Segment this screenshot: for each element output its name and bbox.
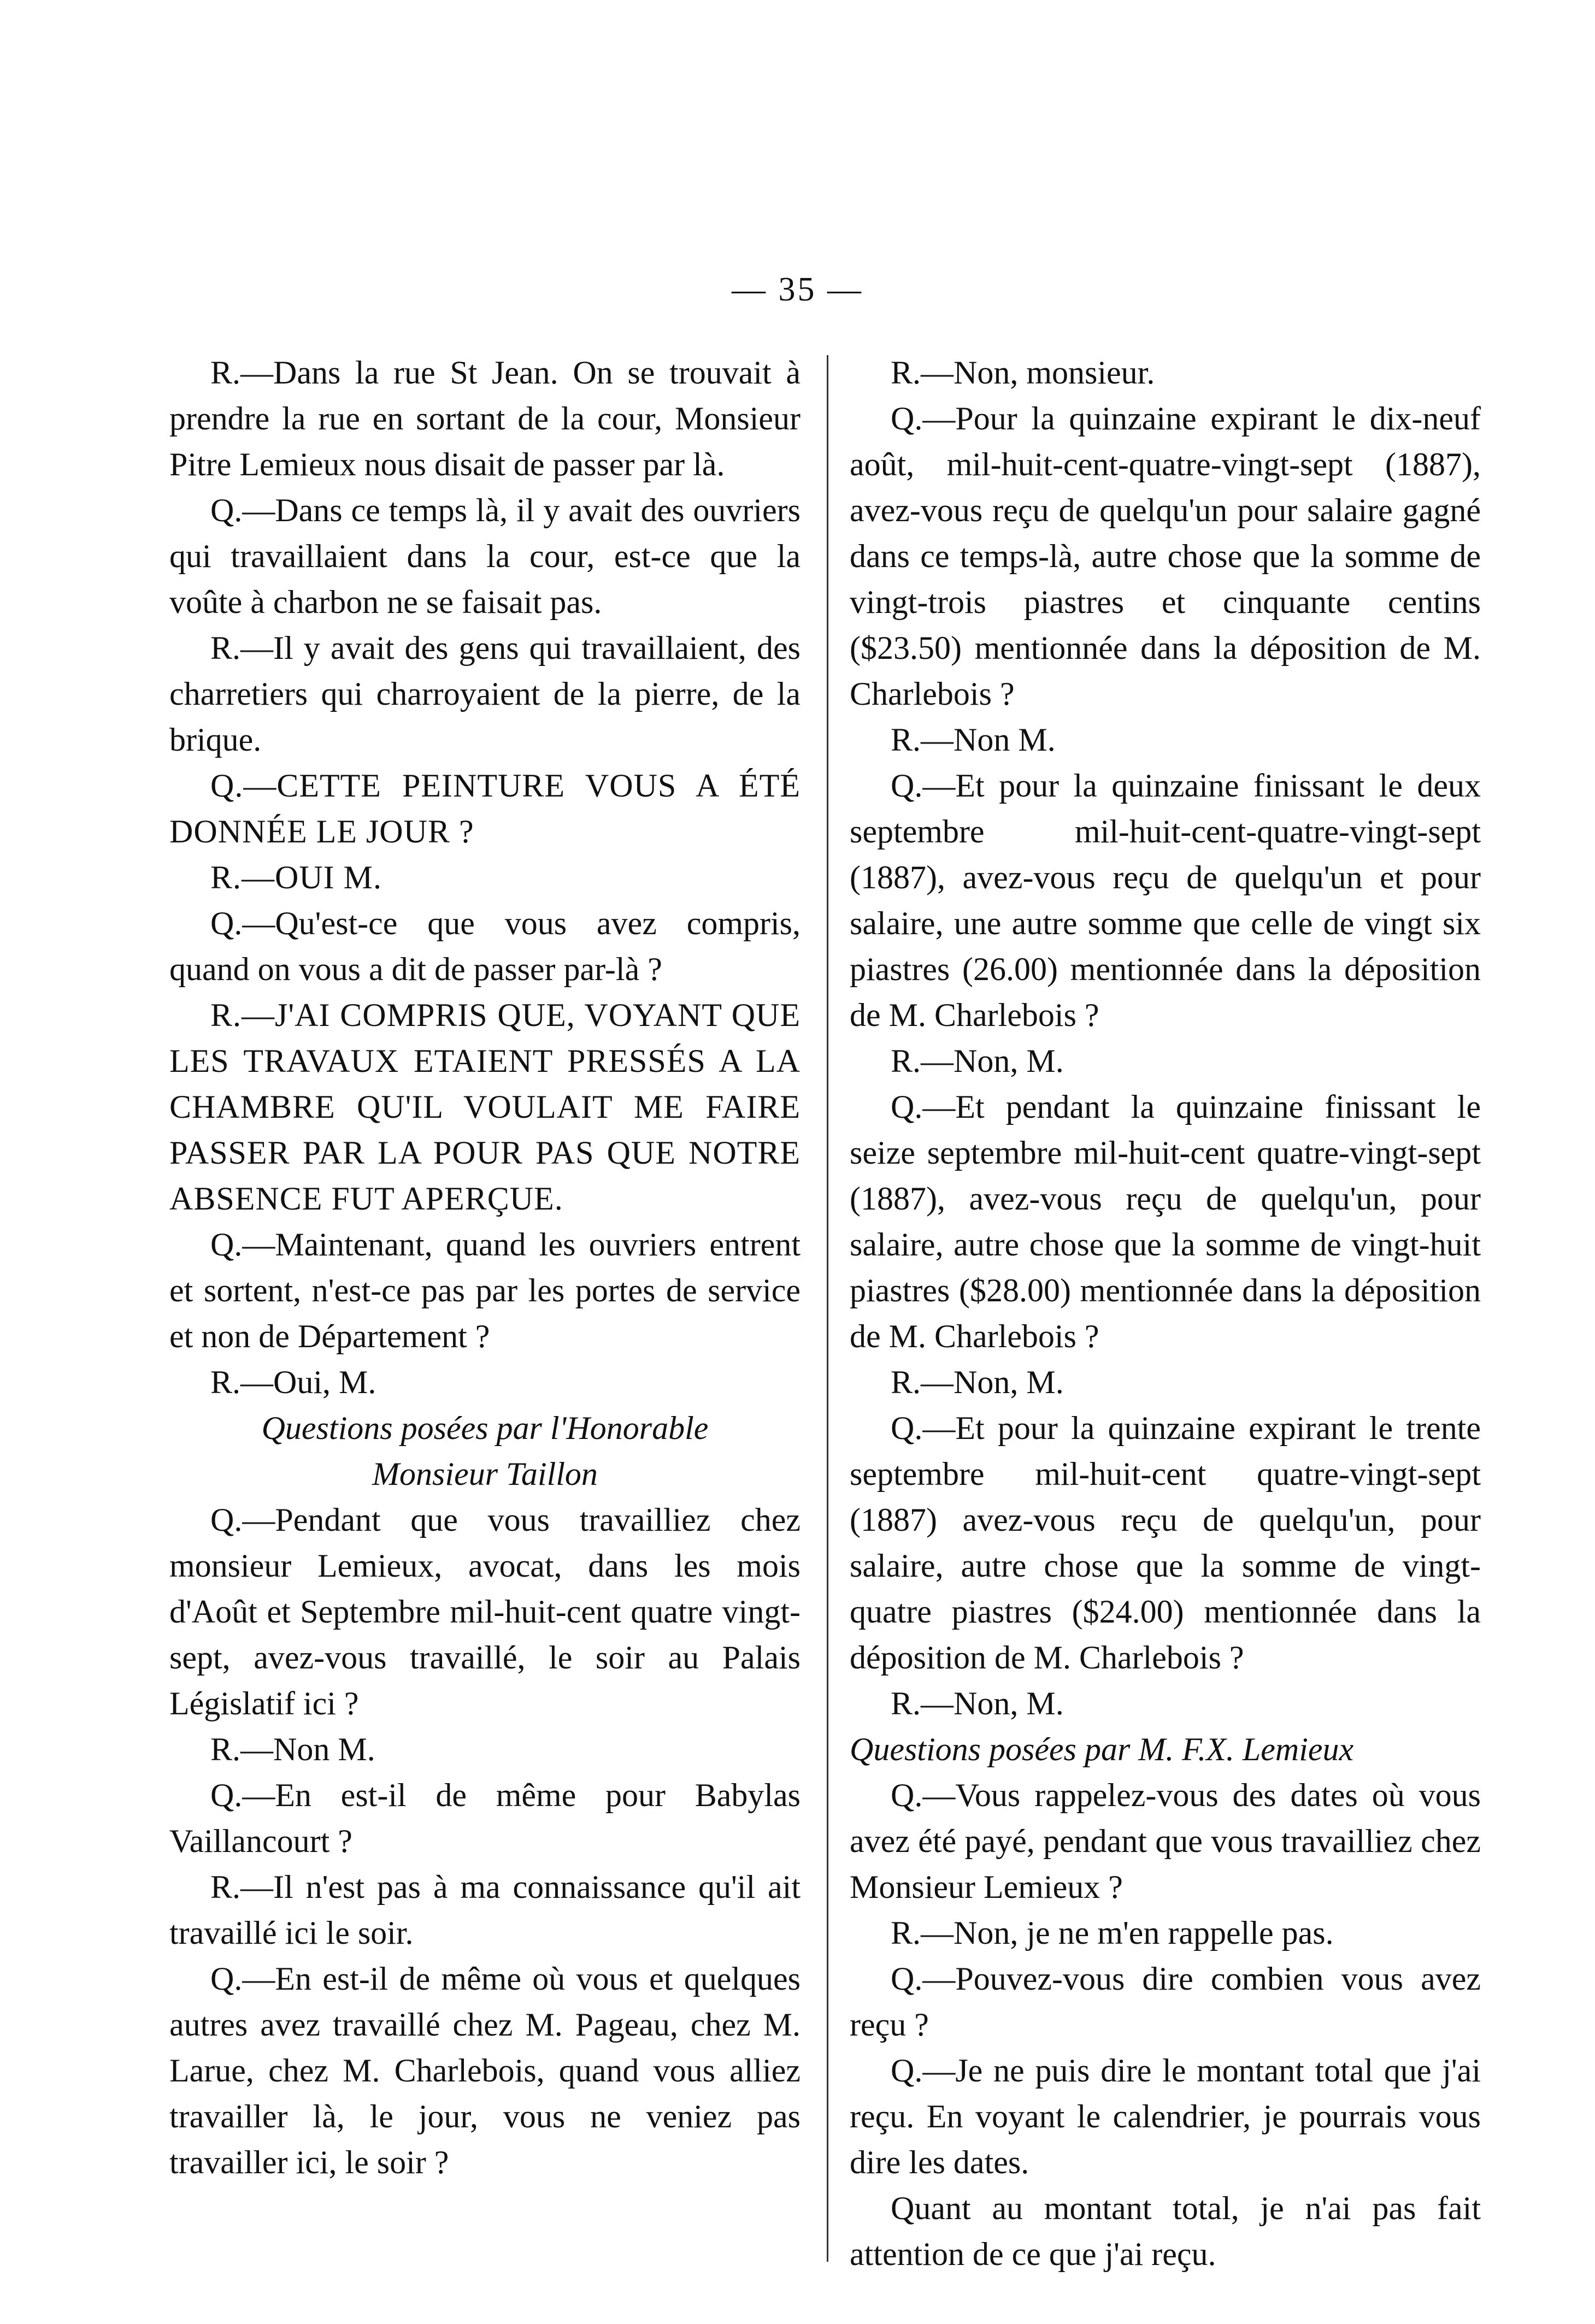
answer-paragraph-caps: R.—OUI M. [210,859,382,895]
question-paragraph: Q.—Maintenant, quand les ouvriers entrent et sortent, n'est-ce pas par les portes de service et non de Département ? [169,1226,801,1354]
answer-paragraph: R.—Dans la rue St Jean. On se trouvait à prendre la rue en sortant de la cour, Monsieur Pitre Lemieux nous disait de passer par là. [169,355,801,482]
question-paragraph: Q.—Et pendant la quinzaine finissant le seize septembre mil-huit-cent quatre-vingt-sept (1887), avez-vous reçu de quelqu'un, pour salaire, autre chose que la somme de vingt-huit piastres ($28.00) mentionnée dans la déposition de M. Charlebois ? [850,1089,1481,1354]
section-heading [169,1405,801,1497]
answer-paragraph: R.—Il y avait des gens qui travaillaient, des charretiers qui charroyaient de la pierre, de la brique. [169,630,801,758]
question-paragraph: Q.—Je ne puis dire le montant total que j'ai reçu. En voyant le calendrier, je pourrais vous dire les dates. [850,2052,1481,2180]
question-paragraph: Q.—Pendant que vous travailliez chez monsieur Lemieux, avocat, dans les mois d'Août et Septembre mil-huit-cent quatre vingt-sept, avez-vous travaillé, le soir au Palais Législatif ici ? [169,1502,801,1721]
question-paragraph-caps: Q.—CETTE PEINTURE VOUS A ÉTÉ DONNÉE LE JOUR ? [169,768,801,850]
question-paragraph: Q.—Qu'est-ce que vous avez compris, quand on vous a dit de passer par-là ? [169,905,801,987]
answer-paragraph: R.—Non M. [891,722,1056,758]
answer-paragraph: R.—Non M. [210,1731,375,1767]
answer-paragraph: R.—Il n'est pas à ma connaissance qu'il ait travaillé ici le soir. [169,1869,801,1951]
column-divider [827,355,828,2262]
left-column [169,350,801,2185]
section-heading-line-1: Questions posées par l'Honorable [261,1410,709,1446]
answer-paragraph: R.—Non, M. [891,1685,1064,1721]
right-column [850,350,1481,2277]
answer-paragraph: R.—Non, M. [891,1043,1064,1079]
answer-paragraph: Quant au montant total, je n'ai pas fait attention de ce que j'ai reçu. [850,2190,1481,2272]
question-paragraph: Q.—Dans ce temps là, il y avait des ouvriers qui travaillaient dans la cour, est-ce que la voûte à charbon ne se faisait pas. [169,492,801,620]
question-paragraph: Q.—Et pour la quinzaine expirant le trente septembre mil-huit-cent quatre-vingt-sept (1887) avez-vous reçu de quelqu'un, pour salaire, autre chose que la somme de vingt-quatre piastres ($24.00) mentionnée dans la déposition de M. Charlebois ? [850,1410,1481,1676]
question-paragraph: Q.—Pouvez-vous dire combien vous avez reçu ? [850,1961,1481,2043]
section-heading-line-2: Monsieur Taillon [372,1456,598,1492]
question-paragraph: Q.—En est-il de même où vous et quelques autres avez travaillé chez M. Pageau, chez M. Larue, chez M. Charlebois, quand vous alliez travailler là, le jour, vous ne veniez pas travailler ici, le soir ? [169,1961,801,2180]
answer-paragraph: R.—Oui, M. [210,1364,376,1400]
question-paragraph: Q.—En est-il de même pour Babylas Vaillancourt ? [169,1777,801,1859]
question-paragraph: Q.—Pour la quinzaine expirant le dix-neuf août, mil-huit-cent-quatre-vingt-sept (1887), avez-vous reçu de quelqu'un pour salaire gagné dans ce temps-là, autre chose que la somme de vingt-trois piastres et cinquante centins ($23.50) mentionnée dans la déposition de M. Charlebois ? [850,400,1481,712]
answer-paragraph: R.—Non, je ne m'en rappelle pas. [891,1915,1334,1951]
page-number: — 35 — [732,271,863,308]
question-paragraph: Q.—Vous rappelez-vous des dates où vous avez été payé, pendant que vous travailliez chez Monsieur Lemieux ? [850,1777,1481,1905]
answer-paragraph: R.—Non, monsieur. [891,355,1155,391]
question-paragraph: Q.—Et pour la quinzaine finissant le deux septembre mil-huit-cent-quatre-vingt-sept (1887), avez-vous reçu de quelqu'un et pour salaire, une autre somme que celle de vingt six piastres (26.00) mentionnée dans la déposition de M. Charlebois ? [850,768,1481,1033]
answer-paragraph: R.—Non, M. [891,1364,1064,1400]
answer-paragraph-caps: R.—J'AI COMPRIS QUE, VOYANT QUE LES TRAVAUX ETAIENT PRESSÉS A LA CHAMBRE QU'IL VOULAIT ME FAIRE PASSER PAR LA POUR PAS QUE NOTRE ABSENCE FUT APERÇUE. [169,997,801,1217]
section-heading: Questions posées par M. F.X. Lemieux [850,1731,1354,1767]
